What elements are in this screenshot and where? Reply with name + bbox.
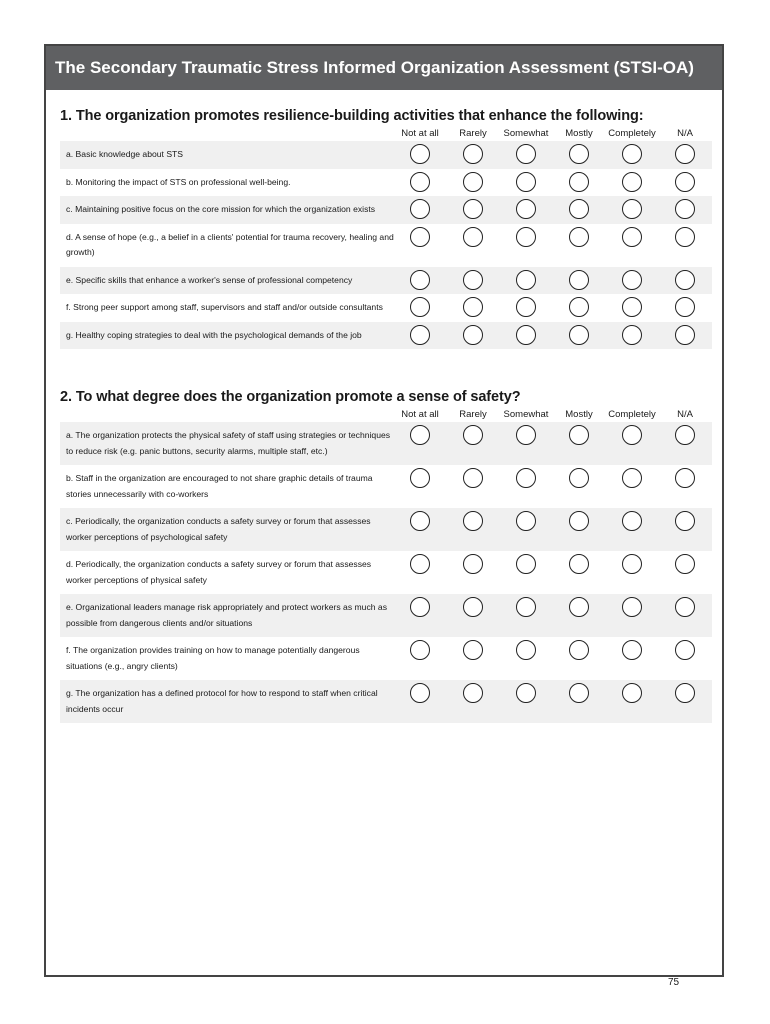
question-item-text: b. Staff in the organization are encouraged to not share graphic details of trauma stories unnecessarily with co-workers [66, 473, 373, 499]
question-title: 2. To what degree does the organization promote a sense of safety? [60, 389, 521, 405]
radio-rarely[interactable] [463, 597, 483, 617]
scale-label: Not at all [401, 128, 439, 139]
radio-completely[interactable] [622, 425, 642, 445]
radio-mostly[interactable] [569, 468, 589, 488]
question-row [60, 224, 712, 267]
radio-somewhat[interactable] [516, 144, 536, 164]
radio-mostly[interactable] [569, 172, 589, 192]
scale-label: N/A [677, 128, 693, 139]
radio-n-a[interactable] [675, 683, 695, 703]
scale-label: Rarely [459, 128, 487, 139]
question-title: 1. The organization promotes resilience-building activities that enhance the following: [60, 108, 644, 124]
radio-somewhat[interactable] [516, 425, 536, 445]
scale-header [60, 127, 712, 141]
question-row [60, 141, 712, 169]
radio-not-at-all[interactable] [410, 199, 430, 219]
radio-rarely[interactable] [463, 199, 483, 219]
radio-n-a[interactable] [675, 144, 695, 164]
question-item-text: d. Periodically, the organization conducts a safety survey or forum that assesses worker perceptions of physical safety [66, 559, 372, 585]
question-item-text: c. Maintaining positive focus on the core mission for which the organization exists [66, 204, 376, 214]
question-row [60, 294, 712, 322]
radio-completely[interactable] [622, 227, 642, 247]
radio-rarely[interactable] [463, 270, 483, 290]
radio-somewhat[interactable] [516, 325, 536, 345]
scale-label: Not at all [401, 409, 439, 420]
radio-rarely[interactable] [463, 325, 483, 345]
radio-not-at-all[interactable] [410, 144, 430, 164]
radio-n-a[interactable] [675, 172, 695, 192]
question-row [60, 322, 712, 350]
question-row [60, 422, 712, 465]
radio-not-at-all[interactable] [410, 554, 430, 574]
question-row [60, 680, 712, 723]
radio-rarely[interactable] [463, 172, 483, 192]
question-item-text: f. The organization provides training on how to manage potentially dangerous situations (e.g., angry clients) [66, 645, 360, 671]
radio-mostly[interactable] [569, 325, 589, 345]
radio-rarely[interactable] [463, 640, 483, 660]
radio-not-at-all[interactable] [410, 270, 430, 290]
question-row [60, 508, 712, 551]
radio-n-a[interactable] [675, 554, 695, 574]
radio-n-a[interactable] [675, 511, 695, 531]
radio-mostly[interactable] [569, 425, 589, 445]
radio-n-a[interactable] [675, 468, 695, 488]
radio-mostly[interactable] [569, 511, 589, 531]
radio-mostly[interactable] [569, 554, 589, 574]
radio-mostly[interactable] [569, 683, 589, 703]
question-item-text: a. The organization protects the physical safety of staff using strategies or techniques to reduce risk (e.g. panic buttons, security alarms, multiple staff, etc.) [66, 430, 391, 456]
radio-n-a[interactable] [675, 297, 695, 317]
question-item-text: b. Monitoring the impact of STS on professional well-being. [66, 176, 291, 187]
radio-somewhat[interactable] [516, 683, 536, 703]
scale-label: Completely [608, 128, 656, 139]
radio-somewhat[interactable] [516, 511, 536, 531]
question-row [60, 169, 712, 197]
radio-somewhat[interactable] [516, 270, 536, 290]
scale-label: N/A [677, 409, 693, 420]
radio-not-at-all[interactable] [410, 227, 430, 247]
question-section-1 [60, 105, 712, 349]
question-row [60, 465, 712, 508]
radio-rarely[interactable] [463, 425, 483, 445]
scale-header [60, 408, 712, 422]
radio-somewhat[interactable] [516, 227, 536, 247]
page-title: The Secondary Traumatic Stress Informed Organization Assessment (STSI-OA) [46, 46, 722, 90]
scale-label: Mostly [565, 128, 593, 139]
radio-completely[interactable] [622, 640, 642, 660]
radio-somewhat[interactable] [516, 199, 536, 219]
radio-completely[interactable] [622, 199, 642, 219]
question-item-text: e. Specific skills that enhance a worker's sense of professional competency [66, 274, 353, 285]
radio-completely[interactable] [622, 325, 642, 345]
radio-rarely[interactable] [463, 227, 483, 247]
question-row [60, 594, 712, 637]
radio-not-at-all[interactable] [410, 468, 430, 488]
scale-label: Completely [608, 409, 656, 420]
radio-not-at-all[interactable] [410, 325, 430, 345]
radio-n-a[interactable] [675, 199, 695, 219]
question-item-text: d. A sense of hope (e.g., a belief in a clients' potential for trauma recovery, healing and growth) [66, 231, 394, 257]
radio-completely[interactable] [622, 172, 642, 192]
question-row [60, 267, 712, 295]
radio-somewhat[interactable] [516, 554, 536, 574]
scale-label: Rarely [459, 409, 487, 420]
radio-somewhat[interactable] [516, 297, 536, 317]
question-item-text: f. Strong peer support among staff, supervisors and staff and/or outside consultants [66, 302, 383, 312]
question-item-text: a. Basic knowledge about STS [66, 149, 184, 159]
radio-n-a[interactable] [675, 640, 695, 660]
radio-mostly[interactable] [569, 297, 589, 317]
radio-somewhat[interactable] [516, 597, 536, 617]
radio-not-at-all[interactable] [410, 172, 430, 192]
question-item-text: g. The organization has a defined protocol for how to respond to staff when critical incidents occur [66, 688, 378, 714]
question-item-text: e. Organizational leaders manage risk appropriately and protect workers as much as possible from dangerous clients and/or situations [66, 602, 387, 628]
radio-completely[interactable] [622, 511, 642, 531]
question-rows [60, 141, 712, 349]
radio-mostly[interactable] [569, 597, 589, 617]
radio-somewhat[interactable] [516, 468, 536, 488]
page-number: 75 [668, 977, 680, 988]
radio-completely[interactable] [622, 468, 642, 488]
question-section-2 [60, 386, 712, 723]
radio-completely[interactable] [622, 597, 642, 617]
radio-n-a[interactable] [675, 325, 695, 345]
scale-label: Somewhat [503, 128, 549, 139]
question-item-text: c. Periodically, the organization conducts a safety survey or forum that assesses worker perceptions of psychological safety [66, 516, 371, 542]
radio-completely[interactable] [622, 144, 642, 164]
radio-completely[interactable] [622, 297, 642, 317]
radio-completely[interactable] [622, 270, 642, 290]
radio-not-at-all[interactable] [410, 597, 430, 617]
radio-rarely[interactable] [463, 468, 483, 488]
question-row [60, 637, 712, 680]
question-row [60, 551, 712, 594]
radio-n-a[interactable] [675, 270, 695, 290]
radio-mostly[interactable] [569, 640, 589, 660]
radio-completely[interactable] [622, 554, 642, 574]
radio-completely[interactable] [622, 683, 642, 703]
scale-label: Mostly [565, 409, 593, 420]
page-frame [44, 44, 724, 977]
radio-rarely[interactable] [463, 297, 483, 317]
scale-label: Somewhat [503, 409, 549, 420]
question-rows [60, 422, 712, 723]
radio-rarely[interactable] [463, 554, 483, 574]
radio-n-a[interactable] [675, 425, 695, 445]
radio-somewhat[interactable] [516, 172, 536, 192]
radio-n-a[interactable] [675, 597, 695, 617]
radio-not-at-all[interactable] [410, 640, 430, 660]
question-item-text: g. Healthy coping strategies to deal with the psychological demands of the job [66, 329, 362, 340]
radio-mostly[interactable] [569, 199, 589, 219]
radio-somewhat[interactable] [516, 640, 536, 660]
radio-rarely[interactable] [463, 511, 483, 531]
radio-mostly[interactable] [569, 144, 589, 164]
radio-not-at-all[interactable] [410, 425, 430, 445]
radio-rarely[interactable] [463, 683, 483, 703]
radio-not-at-all[interactable] [410, 511, 430, 531]
radio-mostly[interactable] [569, 227, 589, 247]
radio-rarely[interactable] [463, 144, 483, 164]
radio-not-at-all[interactable] [410, 683, 430, 703]
radio-n-a[interactable] [675, 227, 695, 247]
question-row [60, 196, 712, 224]
radio-not-at-all[interactable] [410, 297, 430, 317]
radio-mostly[interactable] [569, 270, 589, 290]
